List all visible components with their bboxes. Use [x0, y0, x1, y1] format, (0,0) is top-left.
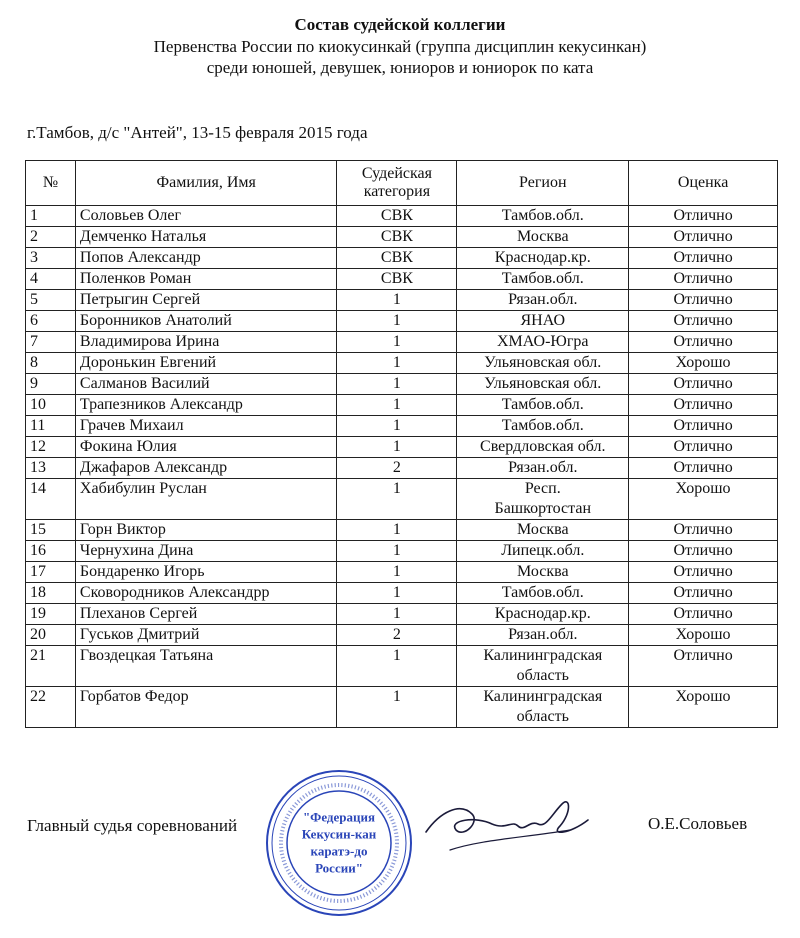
judge-category: 1 — [337, 646, 457, 687]
judges-table-body — [26, 206, 778, 728]
svg-text:Кекусин-кан: Кекусин-кан — [301, 826, 377, 842]
judge-grade: Хорошо — [629, 479, 778, 520]
judge-category: СВК — [337, 206, 457, 227]
judge-region: Свердловская обл. — [457, 437, 629, 458]
judge-grade: Отлично — [629, 290, 778, 311]
judge-grade: Отлично — [629, 227, 778, 248]
judge-name: Доронькин Евгений — [75, 353, 337, 374]
row-number: 12 — [26, 437, 76, 458]
judge-region: Калининградская область — [457, 646, 629, 687]
judge-region: Москва — [457, 520, 629, 541]
judge-grade: Хорошо — [629, 353, 778, 374]
judges-table — [25, 160, 778, 728]
table-header-row — [26, 161, 778, 206]
judge-name: Гвоздецкая Татьяна — [75, 646, 337, 687]
judge-category: 1 — [337, 687, 457, 728]
row-number: 15 — [26, 520, 76, 541]
table-row — [26, 332, 778, 353]
judge-grade: Хорошо — [629, 625, 778, 646]
judge-region: Рязан.обл. — [457, 458, 629, 479]
judge-region: Рязан.обл. — [457, 625, 629, 646]
row-number: 21 — [26, 646, 76, 687]
col-header-region: Регион — [457, 161, 629, 206]
table-row — [26, 604, 778, 625]
judge-category: 1 — [337, 604, 457, 625]
judge-region: Тамбов.обл. — [457, 395, 629, 416]
col-header-grade: Оценка — [629, 161, 778, 206]
judge-grade: Отлично — [629, 458, 778, 479]
judge-name: Попов Александр — [75, 248, 337, 269]
judge-category: 1 — [337, 353, 457, 374]
svg-text:России": России" — [315, 860, 363, 876]
judge-region: Москва — [457, 227, 629, 248]
row-number: 20 — [26, 625, 76, 646]
row-number: 10 — [26, 395, 76, 416]
judge-grade: Отлично — [629, 248, 778, 269]
row-number: 14 — [26, 479, 76, 520]
judge-name: Чернухина Дина — [75, 541, 337, 562]
row-number: 9 — [26, 374, 76, 395]
judge-region: Москва — [457, 562, 629, 583]
row-number: 6 — [26, 311, 76, 332]
judge-grade: Хорошо — [629, 687, 778, 728]
table-row — [26, 437, 778, 458]
row-number: 4 — [26, 269, 76, 290]
judge-name: Поленков Роман — [75, 269, 337, 290]
judge-grade: Отлично — [629, 583, 778, 604]
row-number: 19 — [26, 604, 76, 625]
document-title: Состав судейской коллегии — [294, 15, 506, 34]
judge-name: Хабибулин Руслан — [75, 479, 337, 520]
judge-name: Демченко Наталья — [75, 227, 337, 248]
judge-category: 1 — [337, 290, 457, 311]
judge-name: Джафаров Александр — [75, 458, 337, 479]
table-row — [26, 374, 778, 395]
table-row — [26, 479, 778, 520]
judge-region: Калининградская область — [457, 687, 629, 728]
table-row — [26, 583, 778, 604]
judge-region: Тамбов.обл. — [457, 269, 629, 290]
table-row — [26, 248, 778, 269]
judge-name: Гуськов Дмитрий — [75, 625, 337, 646]
col-header-name: Фамилия, Имя — [75, 161, 337, 206]
judge-name: Грачев Михаил — [75, 416, 337, 437]
judge-region: Краснодар.кр. — [457, 248, 629, 269]
row-number: 16 — [26, 541, 76, 562]
judge-region: Рязан.обл. — [457, 290, 629, 311]
judge-grade: Отлично — [629, 604, 778, 625]
judge-grade: Отлично — [629, 416, 778, 437]
chief-judge-name: О.Е.Соловьев — [648, 814, 748, 833]
table-row — [26, 206, 778, 227]
judge-region: Липецк.обл. — [457, 541, 629, 562]
row-number: 17 — [26, 562, 76, 583]
table-row — [26, 416, 778, 437]
judge-region: Краснодар.кр. — [457, 604, 629, 625]
judge-category: 1 — [337, 395, 457, 416]
document-subtitle-line1: Первенства России по киокусинкай (группа дисциплин кекусинкан) — [153, 37, 647, 56]
judge-region: Тамбов.обл. — [457, 583, 629, 604]
judge-category: 1 — [337, 311, 457, 332]
row-number: 11 — [26, 416, 76, 437]
judge-name: Бондаренко Игорь — [75, 562, 337, 583]
judge-category: 1 — [337, 583, 457, 604]
judge-grade: Отлично — [629, 437, 778, 458]
judge-grade: Отлично — [629, 374, 778, 395]
judge-region: ХМАО-Югра — [457, 332, 629, 353]
judge-name: Петрыгин Сергей — [75, 290, 337, 311]
judge-region: Респ. Башкортостан — [457, 479, 629, 520]
document-subtitle-line2: среди юношей, девушек, юниоров и юниорок по ката — [206, 58, 594, 77]
table-row — [26, 458, 778, 479]
row-number: 2 — [26, 227, 76, 248]
judge-name: Плеханов Сергей — [75, 604, 337, 625]
table-row — [26, 290, 778, 311]
judge-category: 1 — [337, 541, 457, 562]
row-number: 7 — [26, 332, 76, 353]
chief-judge-label: Главный судья соревнований — [27, 816, 238, 835]
row-number: 22 — [26, 687, 76, 728]
table-row — [26, 520, 778, 541]
judge-name: Горбатов Федор — [75, 687, 337, 728]
judge-region: Ульяновская обл. — [457, 374, 629, 395]
judge-category: 2 — [337, 625, 457, 646]
judge-name: Боронников Анатолий — [75, 311, 337, 332]
judge-grade: Отлично — [629, 332, 778, 353]
table-row — [26, 625, 778, 646]
judge-grade: Отлично — [629, 520, 778, 541]
chief-judge-signature — [420, 790, 600, 860]
row-number: 5 — [26, 290, 76, 311]
judge-category: СВК — [337, 227, 457, 248]
col-header-number: № — [26, 161, 76, 206]
judge-region: Тамбов.обл. — [457, 416, 629, 437]
svg-text:"Федерация: "Федерация — [302, 809, 376, 825]
federation-stamp — [264, 768, 414, 918]
judge-grade: Отлично — [629, 646, 778, 687]
col-header-category: Судейская категория — [337, 161, 457, 206]
table-row — [26, 269, 778, 290]
judge-category: 1 — [337, 479, 457, 520]
judge-name: Трапезников Александр — [75, 395, 337, 416]
judge-name: Владимирова Ирина — [75, 332, 337, 353]
judge-category: 1 — [337, 520, 457, 541]
judge-name: Салманов Василий — [75, 374, 337, 395]
judge-grade: Отлично — [629, 311, 778, 332]
judge-category: 1 — [337, 332, 457, 353]
judge-category: СВК — [337, 269, 457, 290]
table-row — [26, 562, 778, 583]
judge-name: Соловьев Олег — [75, 206, 337, 227]
judge-grade: Отлично — [629, 269, 778, 290]
judge-name: Фокина Юлия — [75, 437, 337, 458]
venue-date: г.Тамбов, д/с "Антей", 13-15 февраля 2015 года — [27, 123, 368, 142]
judge-grade: Отлично — [629, 562, 778, 583]
judge-region: Тамбов.обл. — [457, 206, 629, 227]
svg-text:каратэ-до: каратэ-до — [310, 843, 368, 859]
row-number: 3 — [26, 248, 76, 269]
judge-region: ЯНАО — [457, 311, 629, 332]
table-row — [26, 395, 778, 416]
row-number: 13 — [26, 458, 76, 479]
judge-grade: Отлично — [629, 206, 778, 227]
judge-region: Ульяновская обл. — [457, 353, 629, 374]
judge-category: СВК — [337, 248, 457, 269]
row-number: 1 — [26, 206, 76, 227]
row-number: 18 — [26, 583, 76, 604]
judge-category: 1 — [337, 562, 457, 583]
judge-grade: Отлично — [629, 395, 778, 416]
table-row — [26, 353, 778, 374]
judge-name: Сковородников Александрр — [75, 583, 337, 604]
table-row — [26, 646, 778, 687]
judge-category: 1 — [337, 416, 457, 437]
table-row — [26, 541, 778, 562]
table-row — [26, 311, 778, 332]
judge-category: 1 — [337, 374, 457, 395]
row-number: 8 — [26, 353, 76, 374]
judge-category: 2 — [337, 458, 457, 479]
table-row — [26, 687, 778, 728]
table-row — [26, 227, 778, 248]
judge-name: Горн Виктор — [75, 520, 337, 541]
judge-category: 1 — [337, 437, 457, 458]
judge-grade: Отлично — [629, 541, 778, 562]
